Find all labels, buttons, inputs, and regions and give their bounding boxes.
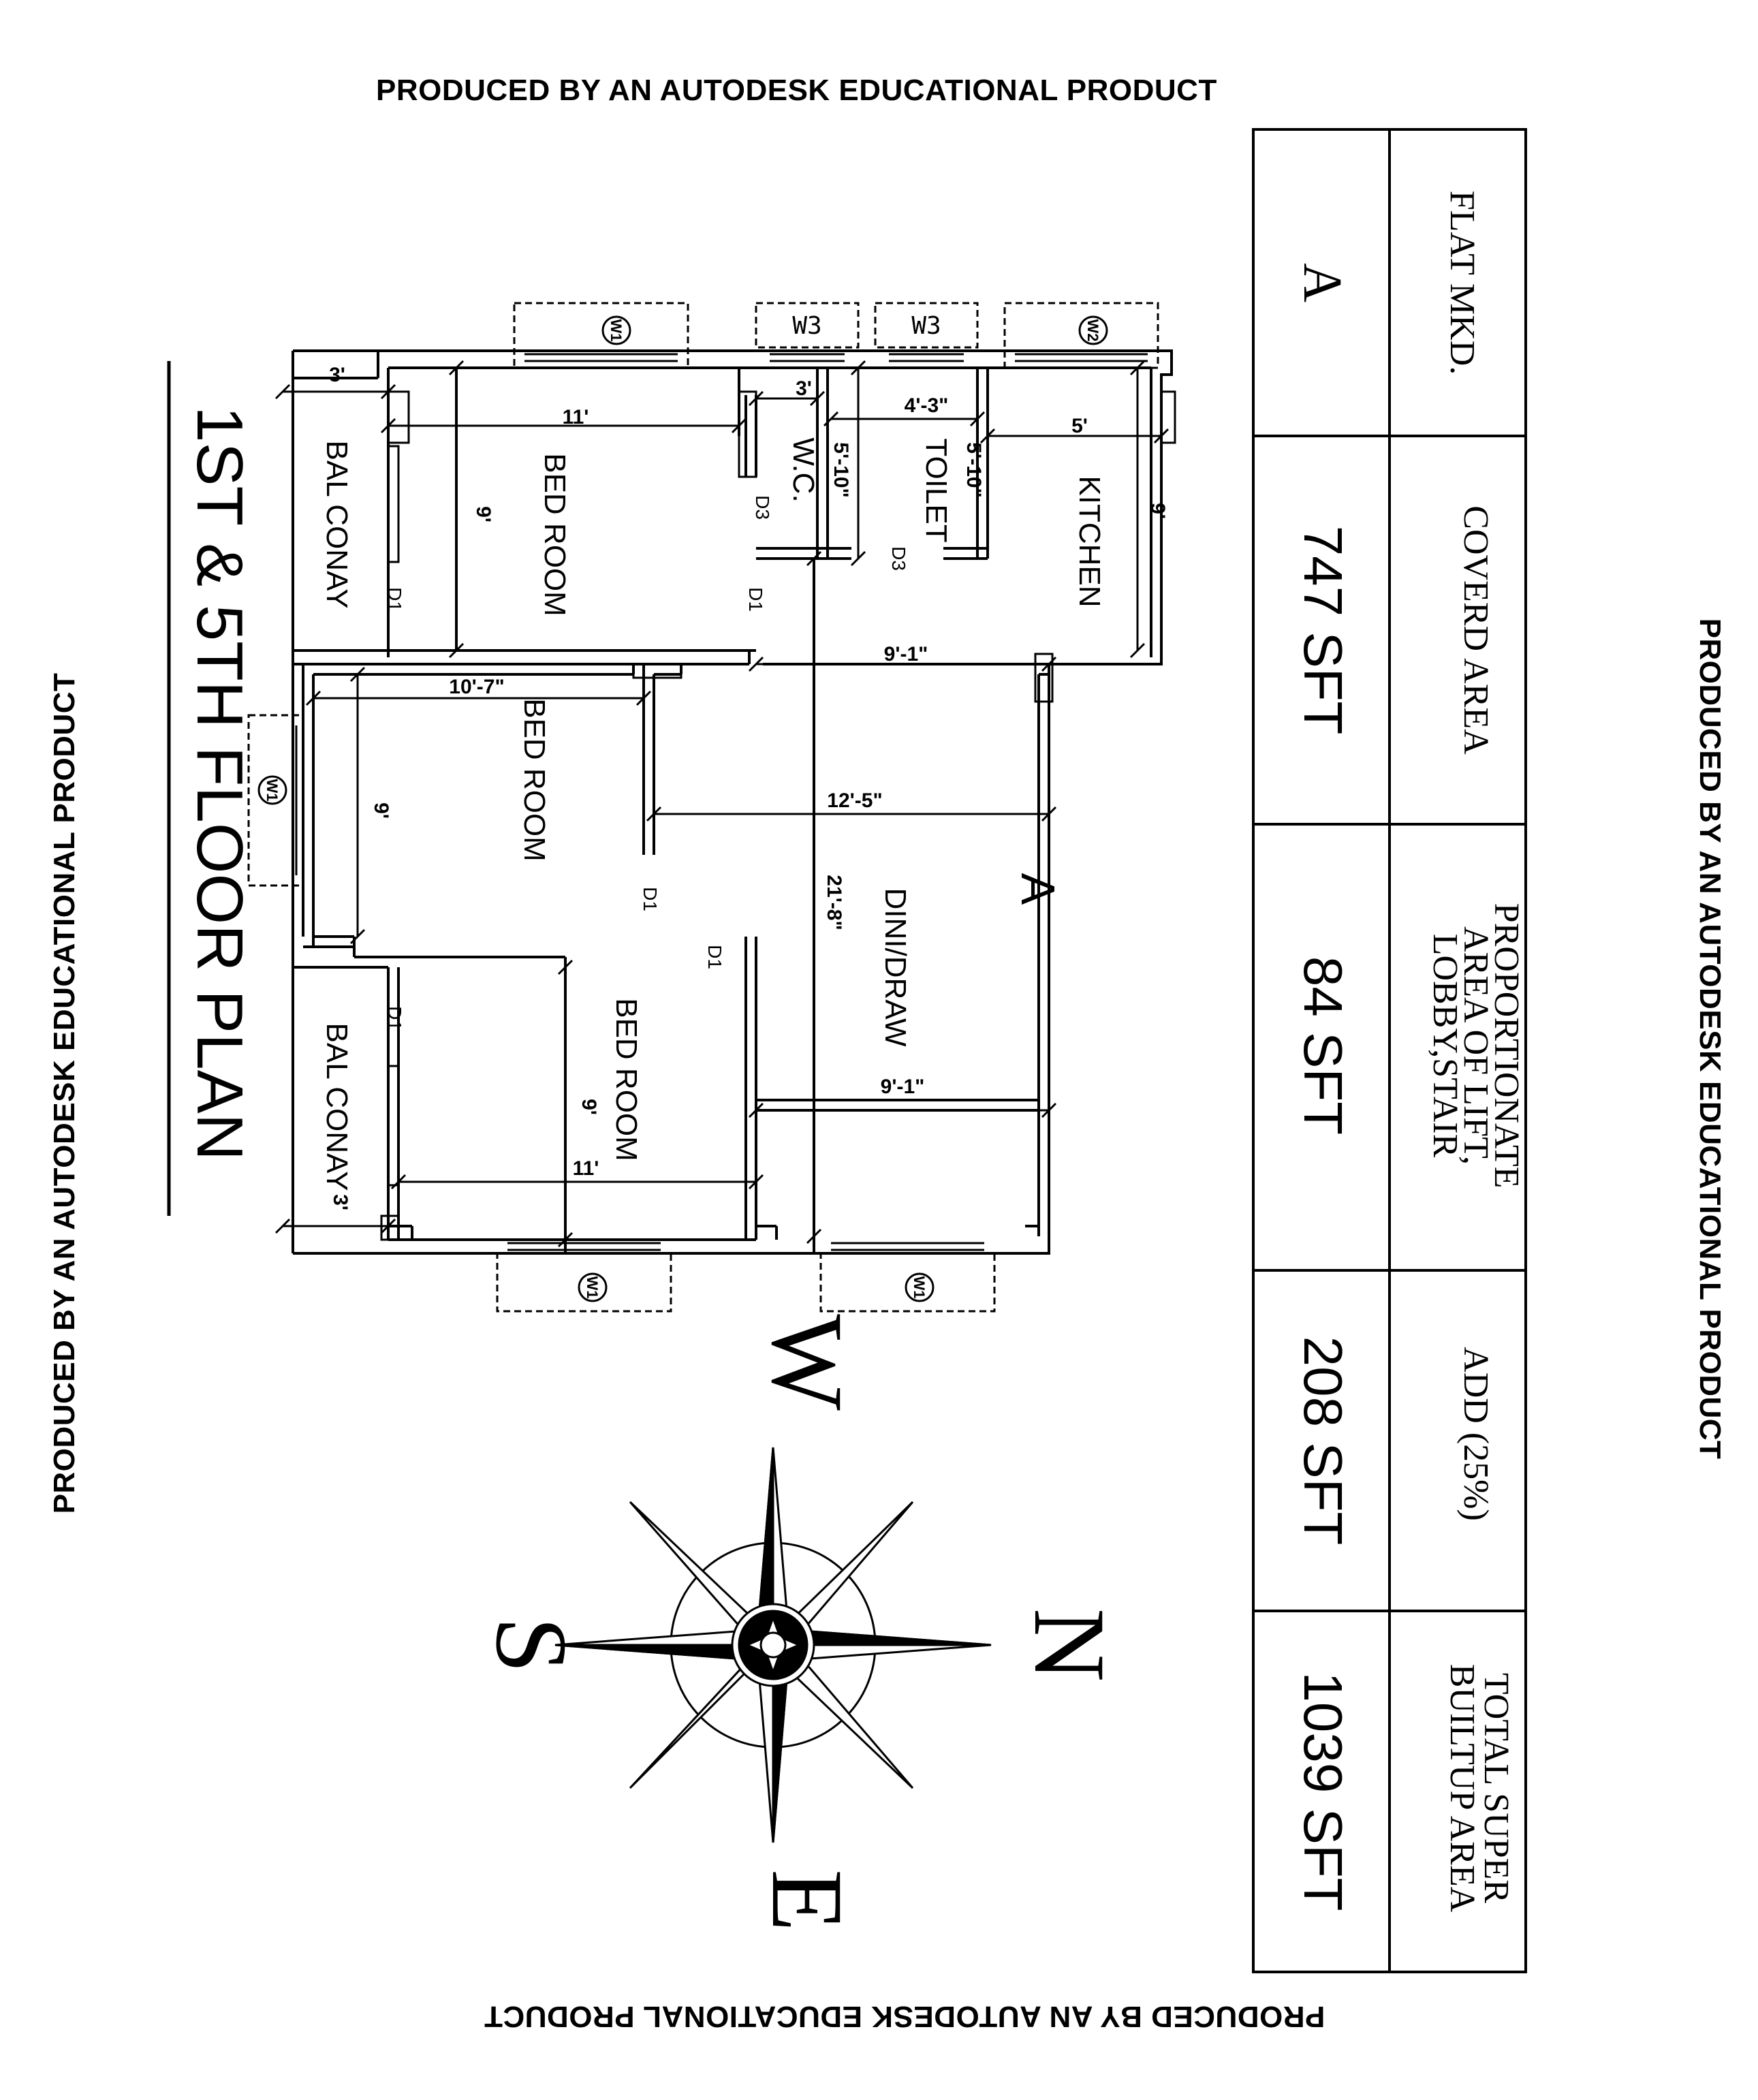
watermark-right: PRODUCED BY AN AUTODESK EDUCATIONAL PRODUCT	[1693, 618, 1727, 1460]
room-bed-room-2: BED ROOM	[518, 698, 551, 862]
watermark-top: PRODUCED BY AN AUTODESK EDUCATIONAL PRODUCT	[376, 74, 1217, 107]
dim-kitchen-length-2: 9'-1"	[883, 643, 928, 665]
table-header-flat: FLAT MKD.	[1443, 190, 1481, 375]
compass-label-e: E	[751, 1869, 864, 1932]
table-header-prop-1: PROPORTIONATE	[1487, 903, 1526, 1189]
dimension-ticks	[276, 361, 1168, 1247]
door-d3-wc: D3	[752, 495, 773, 520]
table-header-total-1: TOTAL SUPER	[1477, 1672, 1516, 1904]
dim-wc-length: 5'-10"	[830, 442, 852, 498]
door-d1-bed1: D1	[745, 587, 766, 612]
door-d3-toilet: D3	[888, 546, 909, 571]
dim-kitchen-width: 5'	[1071, 415, 1088, 437]
table-value-prop: 84 SFT	[1293, 956, 1353, 1135]
dim-bedroom1-length: 11'	[562, 406, 589, 428]
window-tag-w1-d: W1	[911, 1276, 928, 1299]
window-tag-w3-a: W3	[792, 312, 822, 340]
room-bal-conay-2: BAL CONAY	[320, 1022, 354, 1191]
table-value-covered: 747 SFT	[1293, 525, 1353, 735]
dim-bedroom3-length: 11'	[572, 1157, 599, 1180]
compass-label-n: N	[1013, 1608, 1126, 1682]
table-header-prop-2: AREA OF LIFT,	[1456, 926, 1495, 1165]
table-header-add: ADD (25%)	[1456, 1347, 1495, 1521]
compass-label-w: W	[751, 1314, 864, 1411]
flat-mark-a: A	[1011, 873, 1065, 905]
table-value-add: 208 SFT	[1293, 1336, 1353, 1546]
room-bed-room-1: BED ROOM	[538, 453, 571, 616]
plan-title: 1ST & 5TH FLOOR PLAN	[183, 406, 256, 1161]
dim-wc-width: 3'	[796, 377, 812, 400]
compass-rose	[555, 1447, 991, 1843]
table-header-prop-3: LOBBY,STAIR	[1426, 933, 1464, 1158]
dim-dini-width: 12'-5"	[827, 789, 883, 812]
dim-bedroom2-width: 9'	[370, 802, 392, 819]
dim-bedroom3-width: 9'	[578, 1099, 600, 1115]
door-d1-balcony-2: D1	[384, 1006, 405, 1031]
room-bal-conay-1: BAL CONAY	[320, 440, 354, 609]
room-toilet: TOILET	[920, 438, 953, 543]
window-tag-w2: W2	[1084, 319, 1101, 342]
room-kitchen: KITCHEN	[1073, 475, 1106, 608]
door-d1-bed2: D1	[640, 887, 661, 911]
dim-toilet-length: 5'-10"	[962, 442, 985, 498]
door-d1-balcony-1: D1	[384, 587, 405, 612]
dim-toilet-width: 4'-3"	[904, 394, 949, 417]
table-header-covered: COVERD AREA	[1456, 505, 1495, 755]
table-value-flat: A	[1292, 263, 1352, 302]
dim-bedroom2-length: 10'-7"	[449, 676, 505, 698]
watermark-left: PRODUCED BY AN AUTODESK EDUCATIONAL PRODUCT	[48, 672, 81, 1514]
room-bed-room-3: BED ROOM	[610, 998, 643, 1161]
door-d1-bed3: D1	[704, 945, 725, 969]
window-tag-w1-b: W1	[264, 779, 281, 802]
window-tag-w1-c: W1	[584, 1276, 601, 1299]
watermark-bottom: PRODUCED BY AN AUTODESK EDUCATIONAL PRODUCT	[484, 2000, 1325, 2033]
compass-label-s: S	[475, 1616, 588, 1674]
dim-balcony-width-1: 3'	[329, 364, 345, 386]
dim-dini-length: 21'-8"	[823, 875, 845, 930]
plan-walls	[293, 351, 1172, 1253]
plan-columns	[381, 392, 1175, 1240]
table-header-total-2: BUILTUP AREA	[1443, 1663, 1481, 1913]
window-tag-w3-b: W3	[911, 312, 941, 340]
room-dini-draw: DINI/DRAW	[879, 888, 912, 1047]
dim-lower-width: 9'-1"	[880, 1076, 925, 1098]
dim-kitchen-length: 9'	[1146, 503, 1169, 519]
table-value-total: 1039 SFT	[1293, 1672, 1353, 1911]
dim-bedroom1-width: 9'	[472, 506, 495, 522]
room-wc: W.C.	[787, 437, 820, 503]
window-tag-w1-a: W1	[608, 319, 625, 342]
dim-balcony-width-2: 3'	[329, 1194, 351, 1210]
